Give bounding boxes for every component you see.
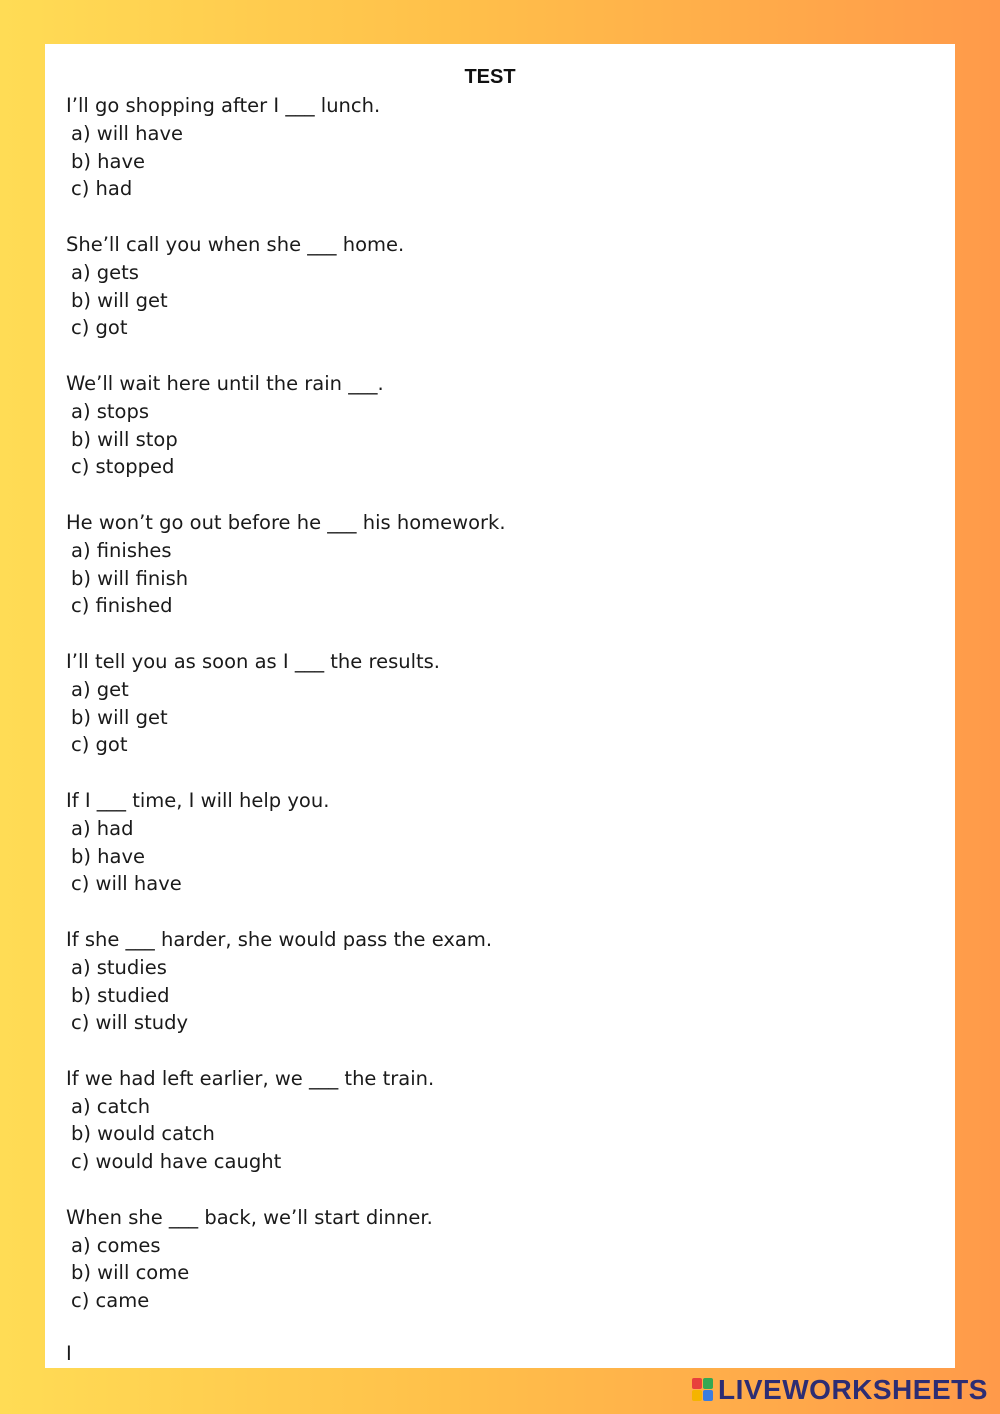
question-stem: I’ll go shopping after I ___ lunch. [66, 94, 381, 117]
brand-name: LIVEWORKSHEETS [718, 1374, 988, 1405]
answer-option[interactable]: b) will stop [71, 427, 178, 451]
brand-footer [692, 1374, 988, 1406]
liveworksheets-logo-icon [692, 1378, 714, 1402]
question-stem: If we had left earlier, we ___ the train. [66, 1066, 435, 1090]
question-stem: I’ll tell you as soon as I ___ the results. [66, 649, 441, 673]
logo-tile [703, 1390, 713, 1401]
question-list [66, 92, 506, 1343]
answer-option[interactable]: c) got [71, 316, 128, 340]
question-item [66, 92, 506, 203]
answer-option[interactable]: b) would catch [71, 1122, 215, 1146]
question-item [66, 1065, 506, 1176]
answer-option[interactable]: b) have [71, 149, 146, 173]
question-item [66, 509, 506, 620]
answer-option[interactable]: a) comes [71, 1233, 161, 1257]
question-stem: When she ___ back, we’ll start dinner. [66, 1205, 433, 1229]
answer-option[interactable]: b) will get [71, 705, 168, 729]
question-stem: She’ll call you when she ___ home. [66, 232, 405, 256]
logo-tile [692, 1378, 702, 1389]
question-item [66, 370, 506, 481]
answer-option[interactable]: a) gets [71, 260, 139, 284]
question-item [66, 648, 506, 759]
answer-option[interactable]: a) will have [71, 121, 184, 145]
answer-option[interactable]: a) finishes [71, 538, 172, 562]
question-item [66, 1204, 506, 1315]
logo-tile [692, 1390, 702, 1401]
question-item [66, 787, 506, 898]
answer-option[interactable]: b) studied [71, 983, 170, 1007]
answer-option[interactable]: a) get [71, 677, 129, 701]
answer-option[interactable]: a) stops [71, 399, 150, 423]
answer-option[interactable]: b) will get [71, 288, 168, 312]
question-item [66, 231, 506, 342]
question-stem: If I ___ time, I will help you. [66, 788, 330, 812]
question-stem: He won’t go out before he ___ his homework. [66, 510, 506, 534]
answer-option[interactable]: b) will finish [71, 566, 189, 590]
answer-option[interactable]: c) would have caught [71, 1150, 282, 1174]
question-stem: If she ___ harder, she would pass the exam. [66, 927, 493, 951]
answer-option[interactable]: a) had [71, 816, 134, 840]
question-item [66, 926, 506, 1037]
answer-option[interactable]: c) will study [71, 1011, 189, 1035]
answer-option[interactable]: c) finished [71, 594, 173, 618]
answer-option[interactable]: a) catch [71, 1094, 151, 1118]
answer-option[interactable]: b) have [71, 844, 146, 868]
answer-option[interactable]: c) will have [71, 872, 182, 896]
question-stem: We’ll wait here until the rain ___. [66, 371, 384, 395]
trailing-text: I [66, 1342, 72, 1365]
answer-option[interactable]: c) came [71, 1289, 150, 1313]
worksheet-page [45, 44, 955, 1368]
answer-option[interactable]: c) got [71, 733, 128, 757]
answer-option[interactable]: a) studies [71, 955, 167, 979]
logo-tile [703, 1378, 713, 1389]
answer-option[interactable]: c) had [71, 177, 133, 201]
answer-option[interactable]: b) will come [71, 1261, 190, 1285]
answer-option[interactable]: c) stopped [71, 455, 175, 479]
worksheet-title: TEST [464, 66, 516, 88]
